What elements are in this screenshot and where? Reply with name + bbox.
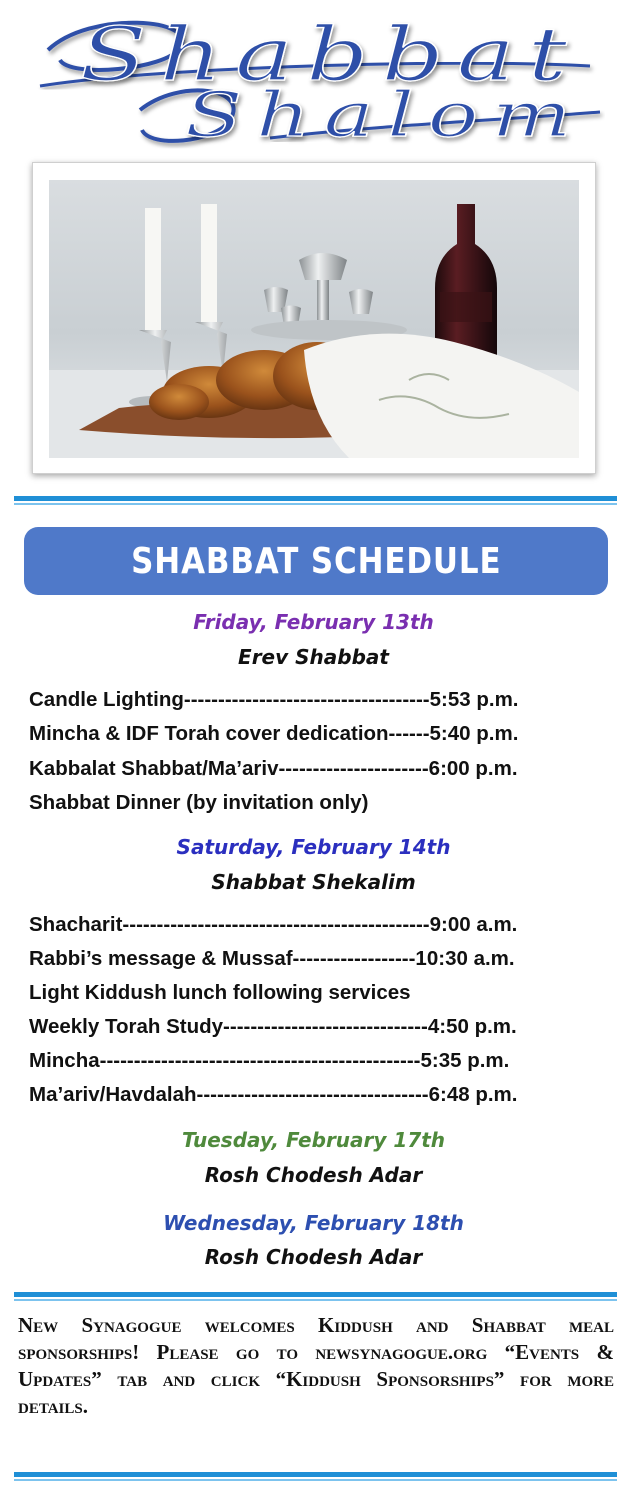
candle-left xyxy=(145,208,161,330)
sponsorship-note: New Synagogue welcomes Kiddush and Shabbat meal sponsorships! Please go to newsynagogue.org “Events & Updates” tab and click “Kiddush Sponsorships” for more details. xyxy=(18,1313,614,1418)
wednesday-date: Wednesday, February 18th xyxy=(163,1211,464,1235)
schedule-title: SHABBAT SCHEDULE xyxy=(130,540,502,582)
schedule-item: Candle Lighting------------------------------------5:53 p.m. xyxy=(29,688,519,711)
schedule-item: Kabbalat Shabbat/Ma’ariv----------------------6:00 p.m. xyxy=(29,757,518,780)
schedule-item: Shacharit---------------------------------------------9:00 a.m. xyxy=(29,913,518,936)
photo-frame xyxy=(32,162,596,474)
schedule-item: Light Kiddush lunch following services xyxy=(29,981,411,1004)
logo-line2: Shalom xyxy=(185,78,585,151)
schedule-banner xyxy=(24,527,608,595)
divider-rule-bottom xyxy=(14,1472,617,1481)
schedule-item: Mincha & IDF Torah cover dedication------5:40 p.m. xyxy=(29,722,519,745)
divider-rule-top xyxy=(14,496,617,505)
saturday-subtitle: Shabbat Shekalim xyxy=(211,870,416,894)
schedule-item: Mincha-----------------------------------------------5:35 p.m. xyxy=(29,1049,510,1072)
friday-subtitle: Erev Shabbat xyxy=(238,645,389,669)
schedule-item: Rabbi’s message & Mussaf------------------10:30 a.m. xyxy=(29,947,515,970)
divider-rule-middle xyxy=(14,1292,617,1301)
tuesday-subtitle: Rosh Chodesh Adar xyxy=(204,1163,423,1187)
schedule-item: Weekly Torah Study------------------------------4:50 p.m. xyxy=(29,1015,517,1038)
saturday-date: Saturday, February 14th xyxy=(176,835,451,859)
kiddush-fountain xyxy=(299,253,347,280)
wednesday-subtitle: Rosh Chodesh Adar xyxy=(204,1245,423,1269)
schedule-item: Shabbat Dinner (by invitation only) xyxy=(29,791,369,814)
schedule-item: Ma’ariv/Havdalah----------------------------------6:48 p.m. xyxy=(29,1083,518,1106)
shabbat-shalom-logo xyxy=(30,8,605,153)
friday-date: Friday, February 13th xyxy=(193,610,434,634)
tuesday-date: Tuesday, February 17th xyxy=(181,1128,446,1152)
challah-candles-wine-icon xyxy=(49,180,579,458)
logo-line1: Shabbat xyxy=(80,12,580,98)
candle-right xyxy=(201,204,217,322)
